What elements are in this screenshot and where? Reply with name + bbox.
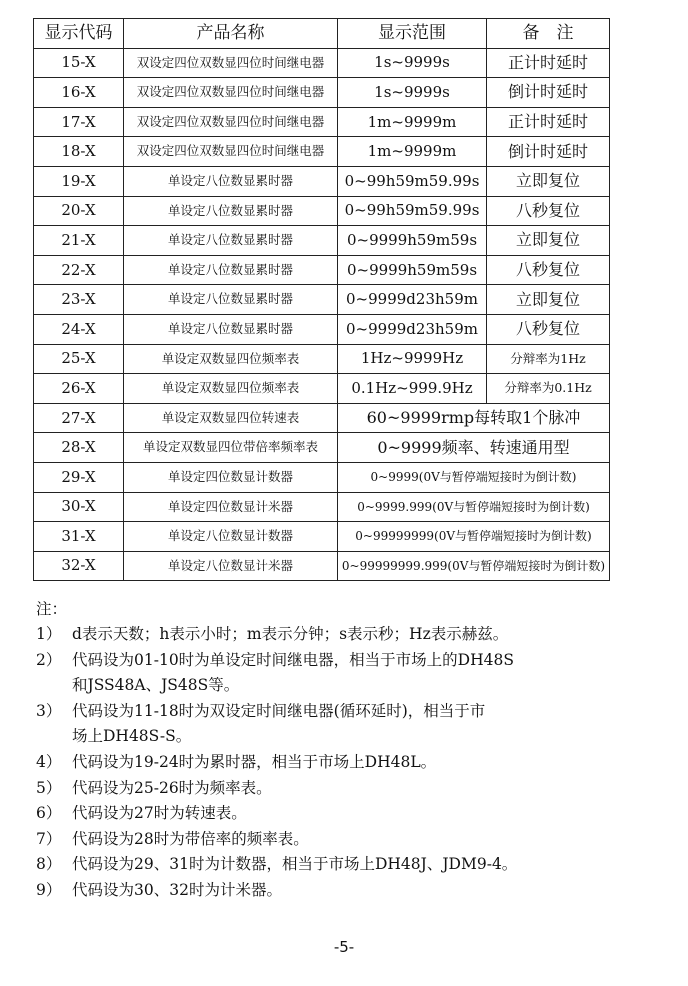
row-range: 0~99h59m59.99s xyxy=(338,166,487,196)
note-text: 场上DH48S-S。 xyxy=(72,727,192,746)
row-code: 26-X xyxy=(34,374,124,404)
header-name: 产品名称 xyxy=(124,19,338,49)
row-product-name: 单设定八位数显累时器 xyxy=(124,314,338,344)
row-code: 15-X xyxy=(34,48,124,78)
note-item xyxy=(36,827,626,853)
row-range: 0.1Hz~999.9Hz xyxy=(338,374,487,404)
note-number: 1） xyxy=(36,625,62,643)
note-text: 代码设为27时为转速表。 xyxy=(72,804,247,823)
row-code: 27-X xyxy=(34,403,124,433)
row-code: 24-X xyxy=(34,314,124,344)
row-code: 20-X xyxy=(34,196,124,226)
row-product-name: 单设定八位数显计数器 xyxy=(124,522,338,552)
note-item xyxy=(36,648,626,699)
row-range: 1s~9999s xyxy=(338,48,487,78)
table-row xyxy=(34,344,610,374)
row-range: 1s~9999s xyxy=(338,78,487,108)
row-note: 八秒复位 xyxy=(487,255,610,285)
note-text: 代码设为28时为带倍率的频率表。 xyxy=(72,829,309,848)
row-note: 立即复位 xyxy=(487,226,610,256)
note-line xyxy=(36,878,626,904)
note-item xyxy=(36,699,626,750)
table-row xyxy=(34,462,610,492)
note-line xyxy=(36,750,626,776)
note-item xyxy=(36,622,626,648)
row-code: 29-X xyxy=(34,462,124,492)
row-range: 0~9999d23h59m xyxy=(338,314,487,344)
notes-title: 注： xyxy=(36,600,68,618)
note-text: 代码设为29、31时为计数器，相当于市场上DH48J、JDM9-4。 xyxy=(72,855,518,874)
table-header-row xyxy=(34,19,610,49)
note-line xyxy=(36,827,626,853)
table-row xyxy=(34,137,610,167)
note-number: 9） xyxy=(36,880,62,899)
row-note: 正计时延时 xyxy=(487,48,610,78)
row-code: 19-X xyxy=(34,166,124,196)
row-product-name: 单设定八位数显累时器 xyxy=(124,196,338,226)
notes-list xyxy=(36,622,626,904)
row-note: 八秒复位 xyxy=(487,196,610,226)
row-range-note: 0~9999.999(0V与暂停端短接时为倒计数) xyxy=(338,492,610,522)
row-product-name: 单设定双数显四位频率表 xyxy=(124,344,338,374)
note-number: 6） xyxy=(36,804,62,823)
row-range: 0~9999h59m59s xyxy=(338,255,487,285)
row-range-note: 0~9999(0V与暂停端短接时为倒计数) xyxy=(338,462,610,492)
row-product-name: 单设定八位数显累时器 xyxy=(124,285,338,315)
note-number: 8） xyxy=(36,855,62,874)
row-code: 22-X xyxy=(34,255,124,285)
header-range: 显示范围 xyxy=(338,19,487,49)
note-line xyxy=(36,852,626,878)
row-product-name: 单设定双数显四位带倍率频率表 xyxy=(124,433,338,463)
note-line xyxy=(36,801,626,827)
row-note: 倒计时延时 xyxy=(487,137,610,167)
table-row xyxy=(34,551,610,581)
note-line xyxy=(36,622,626,648)
page-number: -5- xyxy=(333,938,355,956)
note-line xyxy=(36,776,626,802)
row-note: 倒计时延时 xyxy=(487,78,610,108)
row-product-name: 单设定双数显四位频率表 xyxy=(124,374,338,404)
row-note: 立即复位 xyxy=(487,166,610,196)
row-code: 30-X xyxy=(34,492,124,522)
row-code: 23-X xyxy=(34,285,124,315)
row-code: 17-X xyxy=(34,107,124,137)
note-text: 代码设为25-26时为频率表。 xyxy=(72,778,272,797)
table-row xyxy=(34,78,610,108)
note-number: 5） xyxy=(36,778,62,797)
note-text: 代码设为01-10时为单设定时间继电器，相当于市场上的DH48S xyxy=(72,650,514,669)
row-product-name: 单设定八位数显累时器 xyxy=(124,166,338,196)
row-range-note: 0~99999999(0V与暂停端短接时为倒计数) xyxy=(338,522,610,552)
row-range-note: 0~9999频率、转速通用型 xyxy=(338,433,610,463)
note-number: 4） xyxy=(36,752,62,771)
header-code: 显示代码 xyxy=(34,19,124,49)
note-item xyxy=(36,750,626,776)
table-row xyxy=(34,226,610,256)
code-table xyxy=(33,18,610,581)
row-product-name: 单设定八位数显累时器 xyxy=(124,255,338,285)
row-code: 32-X xyxy=(34,551,124,581)
code-table-body xyxy=(34,19,610,581)
note-text: 和JSS48A、JS48S等。 xyxy=(72,676,240,695)
row-range: 1m~9999m xyxy=(338,107,487,137)
row-product-name: 双设定四位双数显四位时间继电器 xyxy=(124,107,338,137)
note-text: 代码设为11-18时为双设定时间继电器(循环延时)，相当于市 xyxy=(72,701,486,720)
table-row xyxy=(34,48,610,78)
row-note: 分辩率为0.1Hz xyxy=(487,374,610,404)
row-product-name: 单设定八位数显计米器 xyxy=(124,551,338,581)
table-row xyxy=(34,374,610,404)
note-number: 2） xyxy=(36,650,62,669)
row-range-note: 0~99999999.999(0V与暂停端短接时为倒计数) xyxy=(338,551,610,581)
table-row xyxy=(34,107,610,137)
notes-section xyxy=(36,596,626,904)
table-row xyxy=(34,166,610,196)
row-product-name: 双设定四位双数显四位时间继电器 xyxy=(124,137,338,167)
note-item xyxy=(36,776,626,802)
table-row xyxy=(34,255,610,285)
note-line xyxy=(36,699,626,725)
table-row xyxy=(34,492,610,522)
row-note: 八秒复位 xyxy=(487,314,610,344)
row-product-name: 双设定四位双数显四位时间继电器 xyxy=(124,78,338,108)
row-code: 18-X xyxy=(34,137,124,167)
table-row xyxy=(34,196,610,226)
note-number: 7） xyxy=(36,829,62,848)
row-code: 28-X xyxy=(34,433,124,463)
row-range: 1Hz~9999Hz xyxy=(338,344,487,374)
note-item xyxy=(36,852,626,878)
row-code: 16-X xyxy=(34,78,124,108)
table-row xyxy=(34,403,610,433)
row-product-name: 单设定四位数显计数器 xyxy=(124,462,338,492)
note-text: 代码设为30、32时为计米器。 xyxy=(72,880,282,899)
row-note: 正计时延时 xyxy=(487,107,610,137)
row-product-name: 单设定八位数显累时器 xyxy=(124,226,338,256)
table-row xyxy=(34,433,610,463)
row-range: 0~9999d23h59m xyxy=(338,285,487,315)
table-row xyxy=(34,522,610,552)
note-item xyxy=(36,878,626,904)
table-row xyxy=(34,285,610,315)
row-range-note: 60~9999rmp每转取1个脉冲 xyxy=(338,403,610,433)
header-note: 备 注 xyxy=(487,19,610,49)
note-text: d表示天数；h表示小时；m表示分钟；s表示秒；Hz表示赫兹。 xyxy=(72,625,509,643)
row-code: 31-X xyxy=(34,522,124,552)
row-note: 分辩率为1Hz xyxy=(487,344,610,374)
row-product-name: 双设定四位双数显四位时间继电器 xyxy=(124,48,338,78)
table-row xyxy=(34,314,610,344)
row-range: 0~9999h59m59s xyxy=(338,226,487,256)
row-code: 25-X xyxy=(34,344,124,374)
row-product-name: 单设定双数显四位转速表 xyxy=(124,403,338,433)
note-number: 3） xyxy=(36,701,62,720)
note-line xyxy=(36,648,626,674)
note-item xyxy=(36,801,626,827)
row-note: 立即复位 xyxy=(487,285,610,315)
row-product-name: 单设定四位数显计米器 xyxy=(124,492,338,522)
note-text: 代码设为19-24时为累时器，相当于市场上DH48L。 xyxy=(72,752,437,771)
row-code: 21-X xyxy=(34,226,124,256)
row-range: 1m~9999m xyxy=(338,137,487,167)
row-range: 0~99h59m59.99s xyxy=(338,196,487,226)
